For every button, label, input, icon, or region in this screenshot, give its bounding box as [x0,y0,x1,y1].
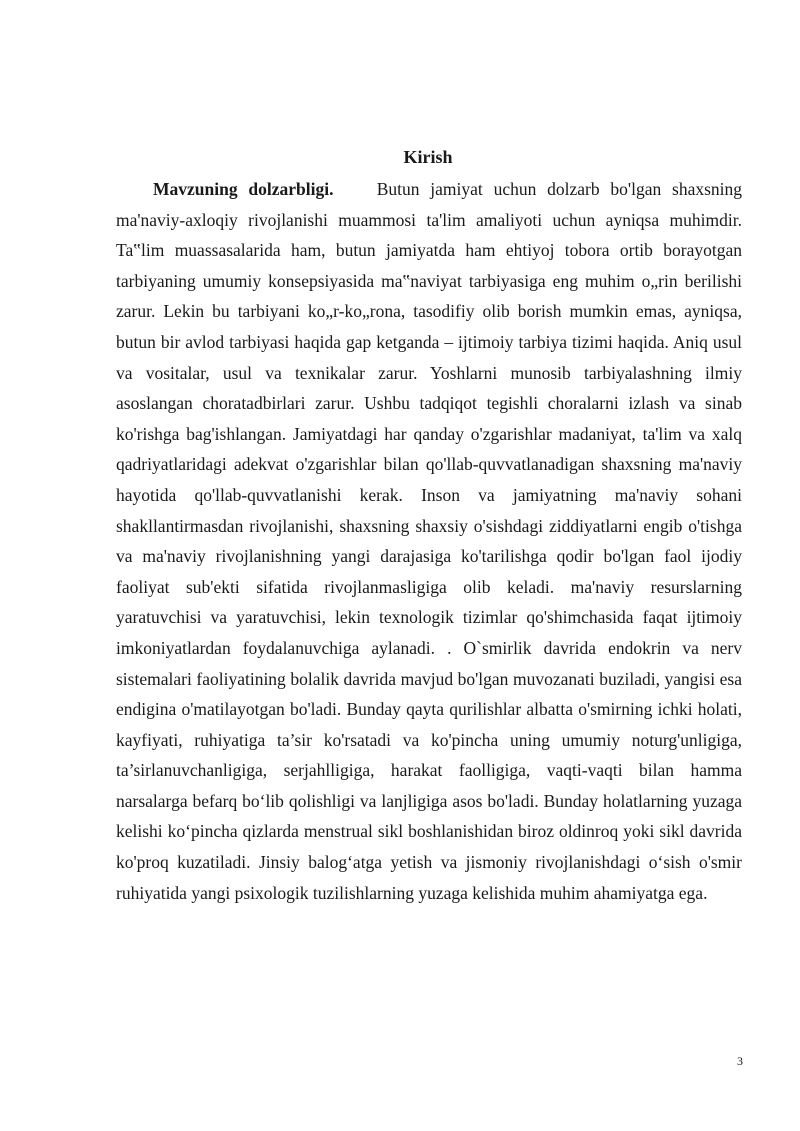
page-number: 3 [737,1054,743,1068]
lead-phrase: Mavzuning dolzarbligi. [153,179,334,199]
body-paragraph [116,174,742,908]
section-heading: Kirish [403,147,453,167]
paragraph-text: Butun jamiyat uchun dolzarb bo'lgan shaxsning ma'naviy-axloqiy rivojlanishi muammosi ta'lim amaliyoti uchun ayniqsa muhimdir. Ta‟lim muassasalarida ham, butun jamiyatda ham ehtiyoj tobora ortib borayotgan tarbiyaning umumiy konsepsiyasida ma‟naviyat tarbiyasiga eng muhim o„rin berilishi zarur. Lekin bu tarbiyani ko„r-ko„rona, tasodifiy olib borish mumkin emas, ayniqsa, butun bir avlod tarbiyasi haqida gap ketganda – ijtimoiy tarbiya tizimi haqida. Aniq usul va vositalar, usul va texnikalar zarur. Yoshlarni munosib tarbiyalashning ilmiy asoslangan choratadbirlari zarur. Ushbu tadqiqot tegishli choralarni izlash va sinab ko'rishga bag'ishlangan. Jamiyatdagi har qanday o'zgarishlar madaniyat, ta'lim va xalq qadriyatlaridagi adekvat o'zgarishlar bilan qo'llab-quvvatlanadigan shaxsning ma'naviy hayotida qo'llab-quvvatlanishi kerak. Inson va jamiyatning ma'naviy sohani shakllantirmasdan rivojlanishi, shaxsning shaxsiy o'sishdagi ziddiyatlarni engib o'tishga va ma'naviy rivojlanishning yangi darajasiga ko'tarilishga qodir bo'lgan faol ijodiy faoliyat sub'ekti sifatida rivojlanmasligiga olib keladi. ma'naviy resurslarning yaratuvchisi va yaratuvchisi, lekin texnologik tizimlar qo'shimchasida faqat ijtimoiy imkoniyatlardan foydalanuvchiga aylanadi. . O`smirlik davrida endokrin va nerv sistemalari faoliyatining bolalik davrida mavjud bo'lgan muvozanati buziladi, yangisi esa endigina o'matilayotgan bo'ladi. Bunday qayta qurilishlar albatta o'smirning ichki holati, kayfiyati, ruhiyatiga ta’sir ko'rsatadi va ko'pincha uning umumiy noturg'unligiga, ta’sirlanuvchanligiga, serjahlligiga, harakat faolligiga, vaqti-vaqti bilan hamma narsalarga befarq bo‘lib qolishligi va lanjligiga asos bo'ladi. Bunday holatlarning yuzaga kelishi ko‘pincha qizlarda menstrual sikl boshlanishidan biroz oldinroq yoki sikl davrida ko'proq kuzatiladi. Jinsiy balog‘atga yetish va jismoniy rivojlanishdagi o‘sish o'smir ruhiyatida yangi psixologik tuzilishlarning yuzaga kelishida muhim ahamiyatga ega. [116,179,743,903]
